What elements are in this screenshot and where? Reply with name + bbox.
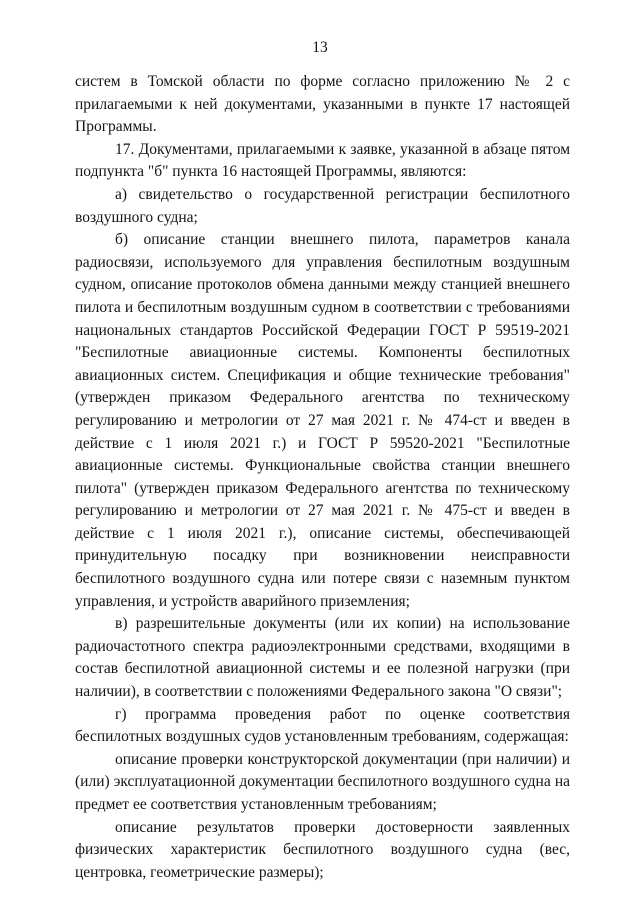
document-body <box>75 71 570 884</box>
paragraph-description-docs: описание проверки конструкторской документации (при наличии) и (или) эксплуатационной документации беспилотного воздушного судна на предмет ее соответствия установленным требованиям; <box>75 750 570 813</box>
paragraph-subitem-b: б) описание станции внешнего пилота, параметров канала радиосвязи, используемого для управления беспилотным воздушным судном, описание протоколов обмена данными между станцией внешнего пилота и беспилотным воздушным судном в соответствии с требованиями национальных стандартов Российской Федерации ГОСТ Р 59519-2021 "Беспилотные авиационные системы. Компоненты беспилотных авиационных систем. Спецификация и общие технические требования" (утвержден приказом Федерального агентства по техническому регулированию и метрологии от 27 мая 2021 г. № 474-ст и введен в действие с 1 июля 2021 г.) и ГОСТ Р 59520-2021 "Беспилотные авиационные системы. Функциональные свойства станции внешнего пилота" (утвержден приказом Федерального агентства по техническому регулированию и метрологии от 27 мая 2021 г. № 475-ст и введен в действие с 1 июля 2021 г.), описание системы, обеспечивающей принудительную посадку при возникновении неисправности беспилотного воздушного судна или потере связи с наземным пунктом управления, и устройств аварийного приземления; <box>75 231 570 610</box>
paragraph-subitem-v: в) разрешительные документы (или их копии) на использование радиочастотного спектра радиоэлектронными средствами, входящими в состав беспилотной авиационной системы и ее полезной нагрузки (при наличии), в соответствии с положениями Федерального закона "О связи"; <box>75 615 570 701</box>
page-number: 13 <box>312 39 328 56</box>
paragraph-continuation: систем в Томской области по форме согласно приложению № 2 с прилагаемыми к ней документами, указанными в пункте 17 настоящей Программы. <box>75 73 570 136</box>
paragraph-subitem-g: г) программа проведения работ по оценке соответствия беспилотных воздушных судов установленным требованиям, содержащая: <box>75 705 570 746</box>
paragraph-description-results: описание результатов проверки достоверности заявленных физических характеристик беспилотного воздушного судна (вес, центровка, геометрические размеры); <box>75 818 570 881</box>
paragraph-item-17: 17. Документами, прилагаемыми к заявке, указанной в абзаце пятом подпункта "б" пункта 16 настоящей Программы, являются: <box>75 140 570 181</box>
paragraph-subitem-a: а) свидетельство о государственной регистрации беспилотного воздушного судна; <box>75 185 570 226</box>
